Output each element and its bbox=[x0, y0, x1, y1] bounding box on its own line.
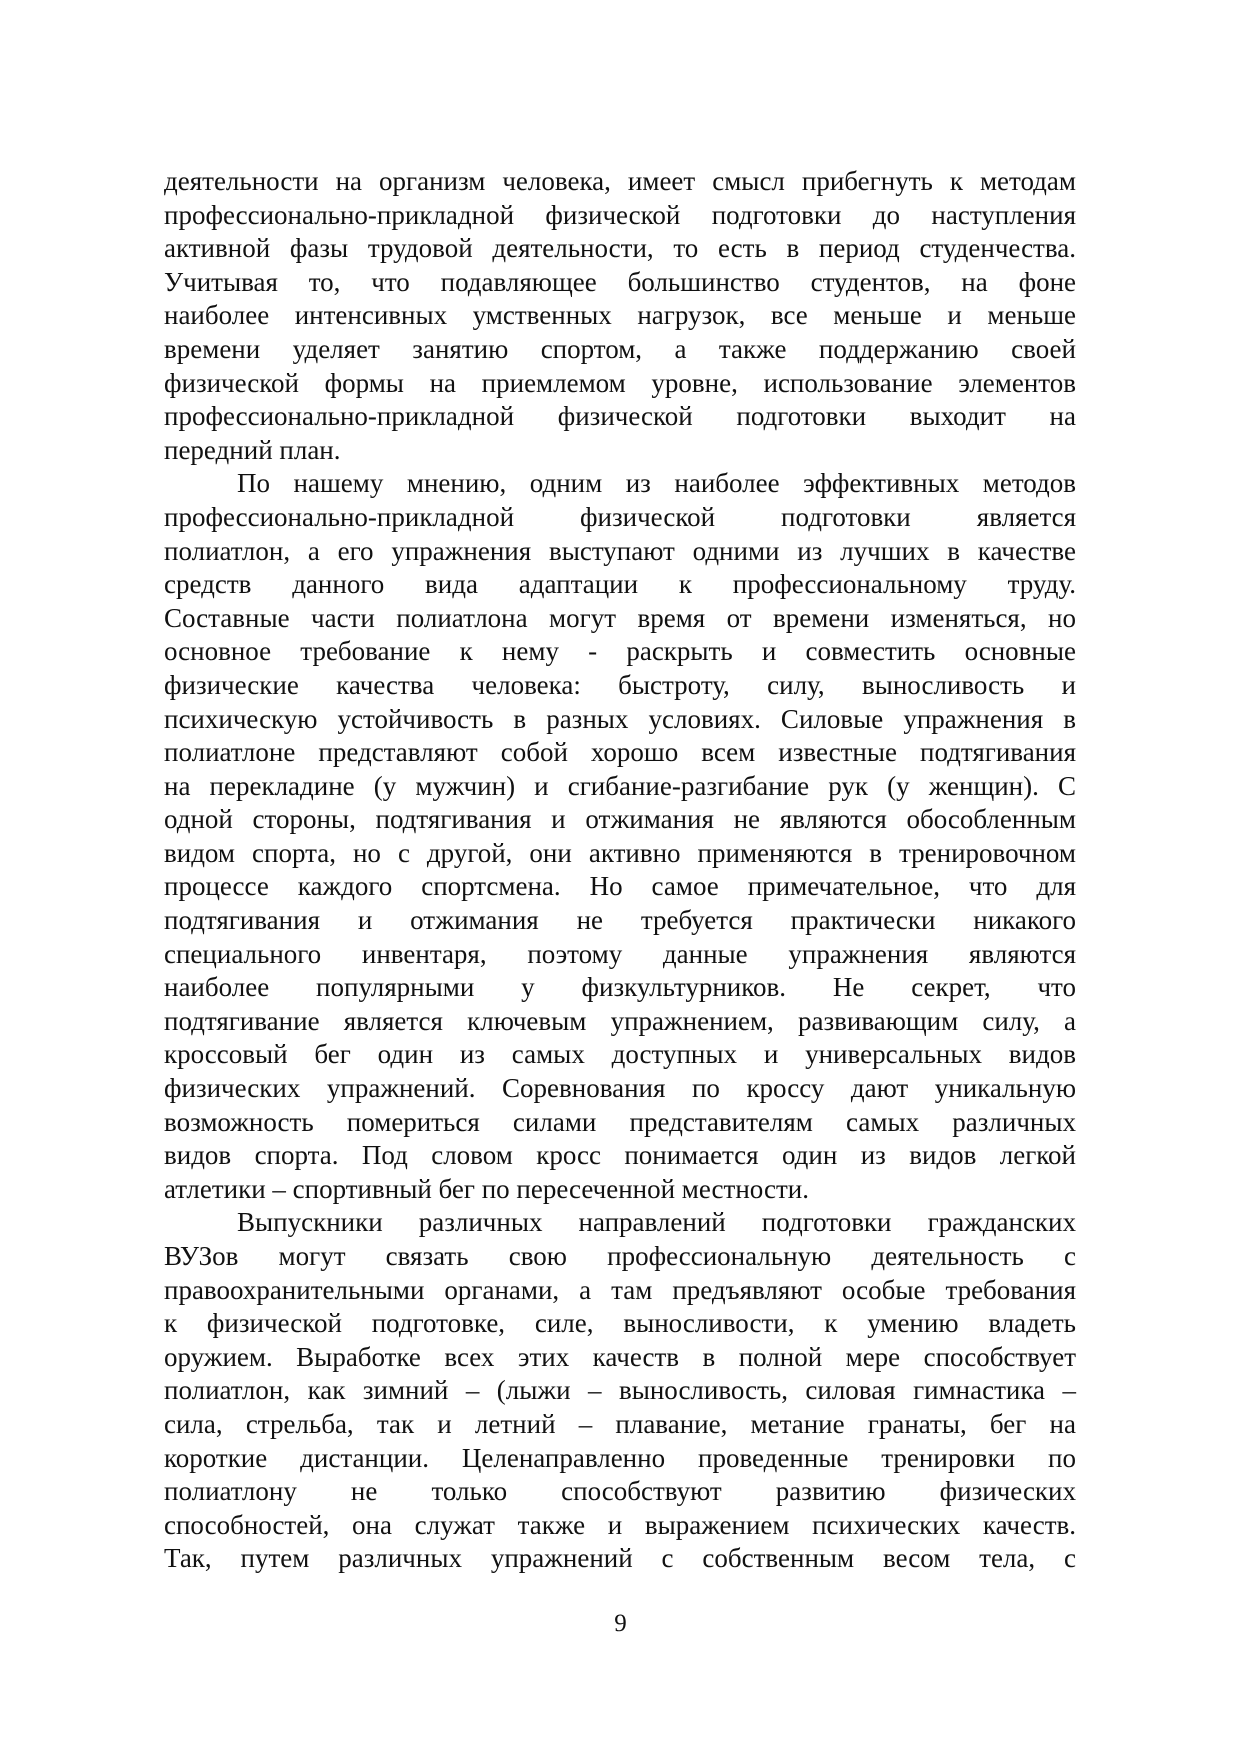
text-line: времени уделяет занятию спортом, а также поддержанию своей bbox=[164, 333, 1076, 364]
text-line: ВУЗов могут связать свою профессиональную деятельность с bbox=[164, 1241, 1076, 1271]
paragraph bbox=[164, 467, 1076, 1206]
text-line: Составные части полиатлона могут время от времени изменяться, но bbox=[164, 602, 1076, 633]
paragraph bbox=[164, 165, 1076, 467]
text-line: подтягивание является ключевым упражнением, развивающим силу, а bbox=[164, 1005, 1076, 1036]
text-line: способностей, она служат также и выражением психических качеств. bbox=[164, 1509, 1076, 1540]
text-line: полиатлон, а его упражнения выступают одними из лучших в качестве bbox=[164, 535, 1076, 566]
text-line: полиатлоне представляют собой хорошо всем известные подтягивания bbox=[164, 737, 1076, 768]
text-line: полиатлон, как зимний – (лыжи – выносливость, силовая гимнастика – bbox=[164, 1375, 1076, 1406]
text-line: наиболее интенсивных умственных нагрузок, все меньше и меньше bbox=[164, 300, 1076, 331]
page-number: 9 bbox=[614, 1610, 627, 1637]
text-line: наиболее популярными у физкультурников. Не секрет, что bbox=[164, 972, 1076, 1003]
text-line: к физической подготовке, силе, выносливости, к умению владеть bbox=[164, 1308, 1076, 1339]
text-line: Выпускники различных направлений подготовки гражданских bbox=[237, 1207, 1076, 1238]
text-line: правоохранительными органами, а там предъявляют особые требования bbox=[164, 1274, 1076, 1305]
text-line: Так, путем различных упражнений с собственным весом тела, с bbox=[164, 1543, 1076, 1574]
text-line: подтягивания и отжимания не требуется практически никакого bbox=[164, 905, 1076, 936]
body-text bbox=[164, 165, 1076, 1576]
text-line: активной фазы трудовой деятельности, то есть в период студенчества. bbox=[164, 233, 1076, 264]
text-line: передний план. bbox=[164, 434, 341, 465]
text-line: кроссовый бег один из самых доступных и универсальных видов bbox=[164, 1039, 1076, 1070]
text-line: короткие дистанции. Целенаправленно проведенные тренировки по bbox=[164, 1442, 1076, 1473]
text-line: атлетики – спортивный бег по пересеченной местности. bbox=[164, 1173, 809, 1204]
text-line: возможность помериться силами представителям самых различных bbox=[164, 1106, 1076, 1137]
text-line: оружием. Выработке всех этих качеств в полной мере способствует bbox=[164, 1341, 1076, 1372]
text-line: физических упражнений. Соревнования по кроссу дают уникальную bbox=[164, 1073, 1076, 1104]
text-line: видов спорта. Под словом кросс понимается один из видов легкой bbox=[164, 1140, 1076, 1171]
text-line: профессионально-прикладной физической подготовки выходит на bbox=[164, 401, 1076, 432]
paragraph bbox=[164, 1206, 1076, 1576]
text-line: психическую устойчивость в разных условиях. Силовые упражнения в bbox=[164, 703, 1076, 734]
text-line: Учитывая то, что подавляющее большинство студентов, на фоне bbox=[164, 266, 1076, 297]
text-line: физической формы на приемлемом уровне, использование элементов bbox=[164, 367, 1076, 398]
text-line: полиатлону не только способствуют развитию физических bbox=[164, 1476, 1076, 1507]
text-line: процессе каждого спортсмена. Но самое примечательное, что для bbox=[164, 871, 1076, 902]
text-line: профессионально-прикладной физической подготовки является bbox=[164, 501, 1076, 532]
text-line: видом спорта, но с другой, они активно применяются в тренировочном bbox=[164, 837, 1076, 868]
text-line: специального инвентаря, поэтому данные упражнения являются bbox=[164, 938, 1076, 969]
text-line: основное требование к нему - раскрыть и совместить основные bbox=[164, 636, 1076, 667]
text-line: средств данного вида адаптации к профессиональному труду. bbox=[164, 569, 1076, 600]
text-line: одной стороны, подтягивания и отжимания не являются обособленным bbox=[164, 804, 1076, 835]
text-line: профессионально-прикладной физической подготовки до наступления bbox=[164, 199, 1076, 230]
text-line: сила, стрельба, так и летний – плавание, метание гранаты, бег на bbox=[164, 1408, 1076, 1439]
text-line: на перекладине (у мужчин) и сгибание-разгибание рук (у женщин). С bbox=[164, 770, 1076, 801]
text-line: деятельности на организм человека, имеет смысл прибегнуть к методам bbox=[164, 166, 1076, 196]
text-line: По нашему мнению, одним из наиболее эффективных методов bbox=[237, 468, 1076, 499]
text-line: физические качества человека: быстроту, силу, выносливость и bbox=[164, 669, 1076, 700]
